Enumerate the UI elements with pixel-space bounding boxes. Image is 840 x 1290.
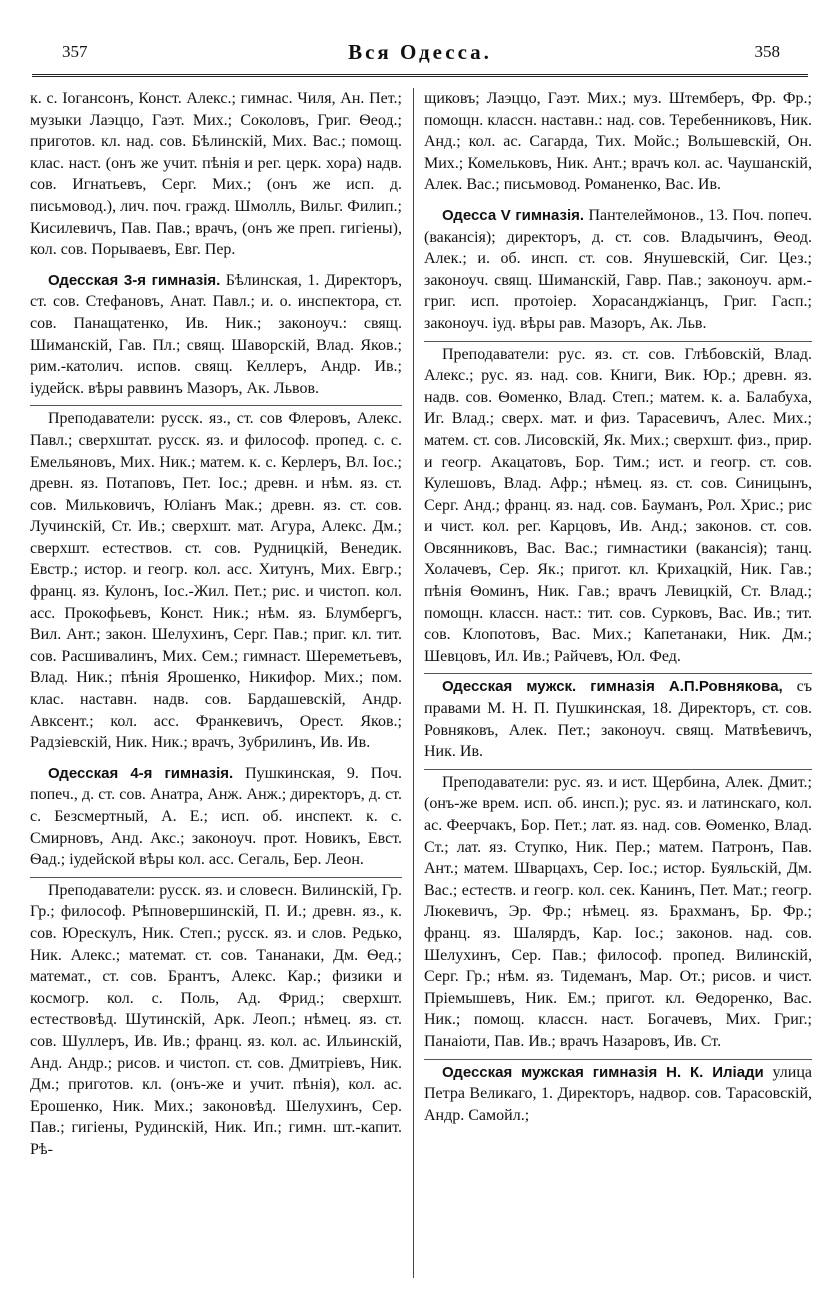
left-column — [30, 88, 402, 1278]
entry-text: Преподаватели: русск. яз., ст. сов Флеровъ, Алекс. Павл.; сверхштат. русск. яз. и философ. пропед. с. с. Емельяновъ, Мих. Ник.; матем. к. с. Керлеръ, Вл. Іос.; древн. яз. Потаповъ, Пет. Іос.; древн. и нѣм. яз. ст. сов. Мильковичъ, Юліанъ Мак.; древн. яз. ст. сов. Лучинскій, Ст. Ив.; сверхшт. мат. Агура, Алекс. Дм.; сверхшт. естествов. ст. сов. Рудницкій, Венедик. Евстр.; истор. и геогр. кол. асс. Хитунъ, Мих. Евгр.; франц. яз. Кулонъ, Іос.-Жил. Пет.; рис. и чистоп. кол. асс. Прокофьевъ, Конст. Ник.; нѣм. яз. Блумбергъ, Вил. Ант.; закон. Шелухинъ, Серг. Пав.; приг. кл. тит. сов. Расшивалинъ, Мих. Сем.; гимнаст. Шереметьевъ, Влад. Ник.; пѣнія Ярошенко, Никифор. Мих.; пом. клас. наставн. надв. сов. Бардашевскій, Андр. Авксент.; кол. асс. Франкевичъ, Орест. Яков.; Радзіевскій, Ник. Ник.; врачъ, Зубрилинъ, Ив. Ив. — [30, 410, 402, 752]
running-title: Вся Одесса. — [348, 40, 492, 64]
entry-paragraph — [30, 270, 402, 400]
page-number-right: 358 — [754, 42, 780, 61]
entry-text: Бѣлинская, 1. Директоръ, ст. сов. Стефановъ, Анат. Павл.; и. о. инспектора, ст. сов. Панащатенко, Ив. Ник.; законоуч.: свящ. Шиманскій, Гав. Пл.; свящ. Шаворскій, Влад. Яков.; рим.-католич. испов. свящ. Келлеръ, Андр. Ив.; іудейск. вѣры раввинъ Мазоръ, Ак. Львов. — [30, 271, 402, 397]
institution-heading: Одесская мужск. гимназія А.П.Ровнякова, — [442, 678, 783, 696]
section-divider — [30, 877, 402, 878]
page-header — [32, 40, 808, 74]
entry-text: улица Петра Великаго, 1. Директоръ, надвор. сов. Тарасовскій, Андр. Самойл.; — [424, 1063, 812, 1124]
entry-text: Преподаватели: рус. яз. ст. сов. Глѣбовскій, Влад. Алекс.; рус. яз. над. сов. Книги, Вик. Юр.; древн. яз. надв. сов. Ѳоменко, Влад. Степ.; матем. к. а. Балабуха, Иг. Влад.; сверх. мат. и физ. Тарасевичъ, Алес. Мих.; матем. ст. сов. Лисовскій, Як. Мих.; сверхшт. физ., прир. и геогр. Акацатовъ, Бор. Тим.; ист. и геогр. ст. сов. Кулешовъ, Влад. Афр.; нѣмец. яз. ст. сов. Синицынъ, Серг. Анд.; франц. яз. над. сов. Бауманъ, Рол. Хрис.; рис и чист. кол. рег. Карцовъ, Ив. Анд.; законов. ст. сов. Овсянниковъ, Вас. Вас.; гимнастики (вакансія); танц. Холачевъ, Сер. Як.; пригот. кл. Крихацкій, Ник. Гав.; пѣнія Ѳоминъ, Ник. Гав.; врачъ Левицкій, Ст. Влад.; помощн. классн. наст.: тит. сов. Сурковъ, Вас. Ив.; тит. сов. Клопотовъ, Вас. Мих.; Капетанаки, Ник. Дм.; Шевцовъ, Ил. Ив.; Райчевъ, Юл. Фед. — [424, 345, 812, 665]
page-number-left: 357 — [62, 42, 88, 61]
section-divider — [424, 1059, 812, 1060]
entry-text: Пушкинская, 9. Поч. попеч., д. ст. сов. Анатра, Анж. Анж.; директоръ, д. ст. с. Безсмертный, А. Е.; исп. об. инспект. к. с. Смирновъ, Анд. Акс.; законоуч. прот. Новикъ, Евст. Ѳад.; іудейской вѣры кол. асс. Сегаль, Бер. Леон. — [30, 764, 402, 869]
institution-heading: Одесская 3-я гимназія. — [48, 271, 221, 289]
entry-text: Преподаватели: рус. яз. и ист. Щербина, Алек. Дмит.; (онъ-же врем. исп. об. инсп.); рус. яз. и латинскаго, кол. ас. Феерчакъ, Бор. Пет.; лат. яз. над. сов. Ѳоменко, Влад. Ст.; лат. яз. Ступко, Ник. Пер.; матем. Патронъ, Пав. Ант.; матем. Шварцахъ, Сер. Іос.; истор. Буяльскій, Дм. Вас.; естеств. и геогр. кол. сек. Канинъ, Пет. Мат.; геогр. Люкевичъ, Эр. Фр.; нѣмец. яз. Брахманъ, Бр. Фр.; франц. яз. Шалярдъ, Кар. Іос.; законов. над. сов. Шелухинъ, Сер. Пав.; философ. пропед. Вилинскій, Серг. Гр.; нѣм. яз. Тидеманъ, Мар. От.; рисов. и чист. Пріемышевъ, Ник. Ем.; пригот. кл. Ѳедоренко, Вас. Ник.; помощ. классн. наст. Богачевъ, Мих. Григ.; Панаіоти, Пав. Ив.; врачъ Назаровъ, Ив. Ст. — [424, 773, 812, 1050]
text-paragraph — [30, 408, 402, 754]
text-paragraph — [30, 88, 402, 261]
section-divider — [424, 673, 812, 674]
institution-heading: Одесская 4-я гимназія. — [48, 764, 234, 782]
entry-paragraph — [424, 676, 812, 762]
entry-paragraph — [30, 763, 402, 871]
entry-text: съ правами М. Н. П. Пушкинская, 18. Директоръ, ст. сов. Ровняковъ, Алек. Пет.; законоуч. свящ. Матвѣевичъ, Ник. Ив. — [424, 678, 812, 761]
text-paragraph — [30, 880, 402, 1161]
institution-heading: Одесская мужская гимназія Н. К. Иліади — [442, 1063, 764, 1081]
section-divider — [424, 769, 812, 770]
entry-text: Пантелеймонов., 13. Поч. попеч. (вакансія); директоръ, д. ст. сов. Владычинъ, Ѳеод. Алек.; и. об. инсп. ст. сов. Янушевскій, Сиг. Цез.; законоуч. свящ. Шиманскій, Гавр. Пав.; законоуч. арм.-григ. исп. протоіер. Хорасанджіанцъ, Григ. Гасп.; законоуч. іуд. вѣры рав. Мазоръ, Ак. Льв. — [424, 206, 812, 332]
entry-text: Преподаватели: русск. яз. и словесн. Вилинскій, Гр. Гр.; философ. Рѣпновершинскій, П. И.; древн. яз., к. сов. Юрескулъ, Ник. Степ.; русск. яз. и слов. Редько, Ник. Алекс.; математ. ст. сов. Тананаки, Дм. Ѳед.; математ., ст. сов. Брантъ, Алекс. Кар.; физики и космогр. кол. с. Поль, Ад. Фрид.; сверхшт. естествовѣд. Шутинскій, Арк. Леоп.; нѣмец. яз. ст. сов. Шуллеръ, Ив. Ив.; франц. яз. кол. ас. Ильинскій, Анд. Андр.; рисов. и чистоп. ст. сов. Дмитріевъ, Ник. Дм.; приготов. кл. (онъ-же и учит. пѣнія), кол. ас. Ерошенко, Ник. Мих.; законовѣд. Шелухинъ, Сер. Пав.; гигіены, Рудинскій, Ник. Ип.; гимн. шт.-капит. Рѣ- — [30, 881, 402, 1158]
right-column — [424, 88, 812, 1278]
section-divider — [424, 341, 812, 342]
section-divider — [30, 405, 402, 406]
entry-text: щиковъ; Лаэццо, Гаэт. Мих.; муз. Штемберъ, Фр. Фр.; помощн. классн. наставн.: над. сов. Теребенниковъ, Ник. Анд.; кол. ас. Сагарда, Тих. Мойс.; Вольшевскій, Он. Мих.; Комельковъ, Ник. Ант.; врачъ кол. ас. Чаушанскій, Алек. Вас.; письмовод. Романенко, Вас. Ив. — [424, 90, 812, 194]
entry-text: к. с. Іогансонъ, Конст. Алекс.; гимнас. Чиля, Ан. Пет.; музыки Лаэццо, Гаэт. Мих.; Соколовъ, Григ. Ѳеод.; приготов. кл. над. сов. Бѣлинскій, Мих. Вас.; помощ. клас. наст. (онъ же учит. пѣнія и рег. церк. хора) надв. сов. Игнатьевъ, Серг. Мих.; (онъ же исп. д. письмовод.), лич. поч. гражд. Шмолль, Вильг. Филип.; Кисилевичъ, Пав. Пав.; врачъ, (онъ же преп. гигіены), кол. сов. Порываевъ, Евг. Пер. — [30, 90, 402, 259]
entry-paragraph — [424, 205, 812, 335]
entry-paragraph — [424, 1062, 812, 1127]
text-paragraph — [424, 344, 812, 668]
text-paragraph — [424, 88, 812, 196]
column-divider — [413, 88, 414, 1278]
institution-heading: Одесса V гимназія. — [442, 206, 585, 224]
header-rule — [32, 74, 808, 77]
text-paragraph — [424, 772, 812, 1053]
